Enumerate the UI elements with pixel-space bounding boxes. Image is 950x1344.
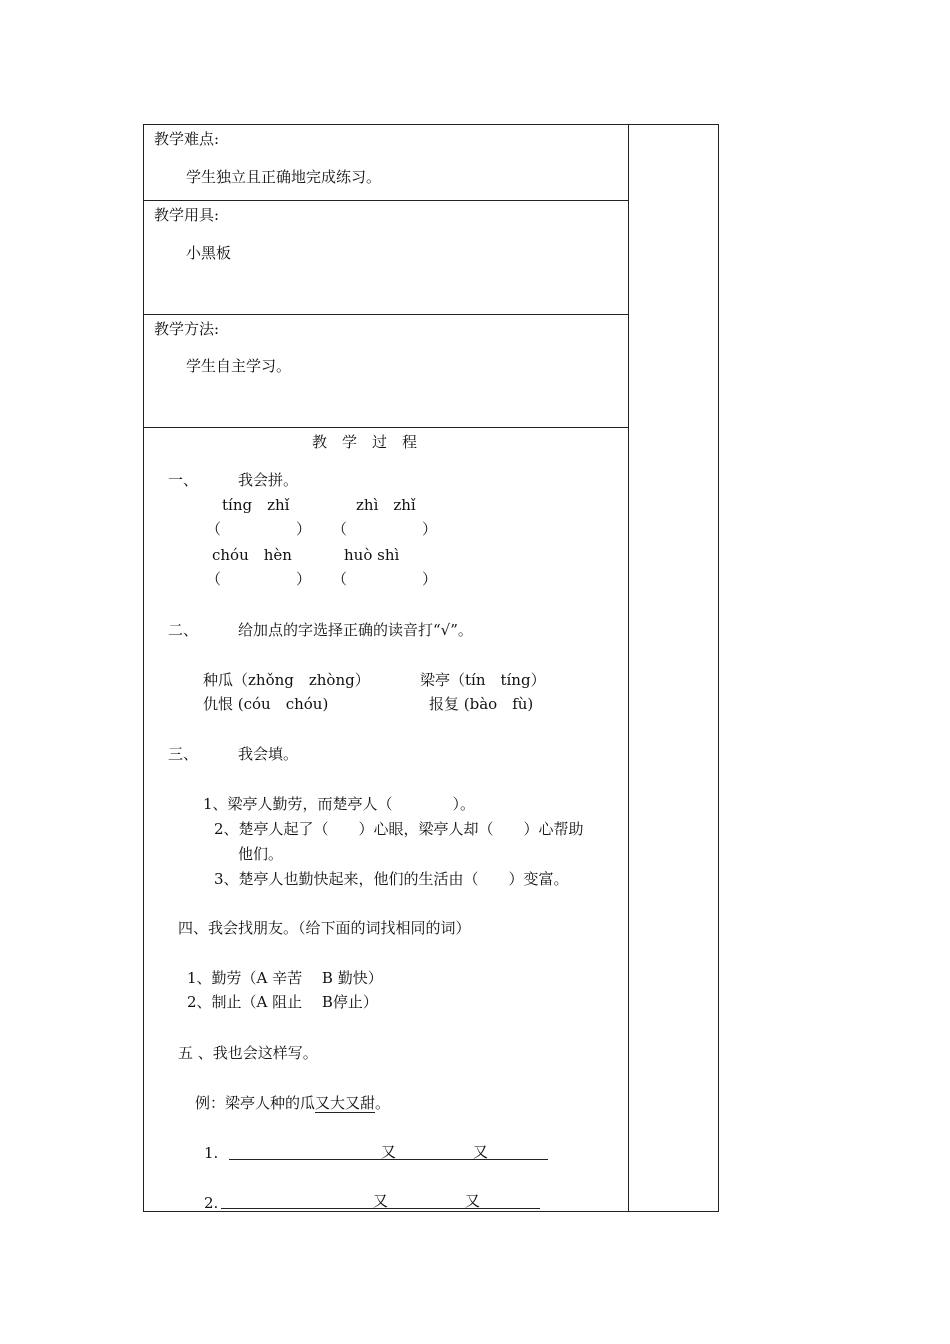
answer-paren: （ ） bbox=[206, 570, 312, 588]
row-divider bbox=[143, 314, 629, 315]
example-prefix: 例：梁亭人种的瓜 bbox=[195, 1094, 316, 1112]
method-heading: 教学方法: bbox=[154, 320, 220, 338]
answer-paren: （ ） bbox=[332, 520, 438, 538]
answer-paren: （ ） bbox=[332, 570, 438, 588]
s5-title: 五 、我也会这样写。 bbox=[178, 1044, 318, 1062]
s3-question-3: 3、楚亭人也勤快起来，他们的生活由（ ）变富。 bbox=[214, 870, 569, 888]
row-divider bbox=[143, 427, 629, 428]
s2-word-1: 种瓜（zhǒng zhòng） bbox=[203, 671, 370, 689]
s2-word-2: 梁亭（tín tíng） bbox=[420, 671, 546, 689]
process-title: 教 学 过 程 bbox=[312, 433, 418, 451]
s3-question-2: 2、楚亭人起了（ ）心眼，梁亭人却（ ）心帮助 bbox=[214, 820, 584, 838]
s5-example bbox=[195, 1094, 390, 1112]
side-column-divider bbox=[628, 124, 629, 1212]
s4-title: 四、我会找朋友。（给下面的词找相同的词） bbox=[178, 919, 471, 937]
you-char: 又 bbox=[465, 1192, 481, 1210]
example-underlined: 又大又甜 bbox=[315, 1094, 376, 1112]
s4-question-1: 1、勤劳（A 辛苦 B 勤快） bbox=[187, 969, 383, 987]
tools-body: 小黑板 bbox=[186, 244, 232, 262]
s1-title: 我会拼。 bbox=[238, 471, 299, 489]
pinyin-2a: chóu hèn bbox=[212, 546, 292, 564]
difficulty-heading: 教学难点: bbox=[154, 130, 220, 148]
row-divider bbox=[143, 200, 629, 201]
s5-line-1-number: 1. bbox=[204, 1144, 219, 1162]
s3-title: 我会填。 bbox=[238, 745, 299, 763]
s2-word-3: 仇恨 (cóu chóu) bbox=[203, 695, 329, 713]
answer-paren: （ ） bbox=[206, 520, 312, 538]
s2-word-4: 报复 (bào fù) bbox=[429, 695, 534, 713]
pinyin-2b: huò shì bbox=[344, 546, 400, 564]
difficulty-body: 学生独立且正确地完成练习。 bbox=[186, 168, 382, 186]
s4-question-2: 2、制止（A 阻止 B停止） bbox=[187, 993, 378, 1011]
s1-number: 一、 bbox=[168, 471, 199, 489]
pinyin-1a: tíng zhǐ bbox=[222, 496, 290, 514]
you-char: 又 bbox=[381, 1143, 397, 1161]
example-suffix: 。 bbox=[375, 1094, 391, 1112]
you-char: 又 bbox=[473, 1143, 489, 1161]
tools-heading: 教学用具: bbox=[154, 206, 220, 224]
s5-line-2-number: 2. bbox=[204, 1194, 219, 1212]
method-body: 学生自主学习。 bbox=[186, 357, 292, 375]
s2-number: 二、 bbox=[168, 621, 199, 639]
s3-question-1: 1、梁亭人勤劳，而楚亭人（ ）。 bbox=[203, 795, 476, 813]
pinyin-1b: zhì zhǐ bbox=[356, 496, 416, 514]
s3-question-2-cont: 他们。 bbox=[238, 845, 284, 863]
you-char: 又 bbox=[373, 1192, 389, 1210]
s3-number: 三、 bbox=[168, 745, 199, 763]
s2-title: 给加点的字选择正确的读音打“√”。 bbox=[238, 621, 473, 639]
